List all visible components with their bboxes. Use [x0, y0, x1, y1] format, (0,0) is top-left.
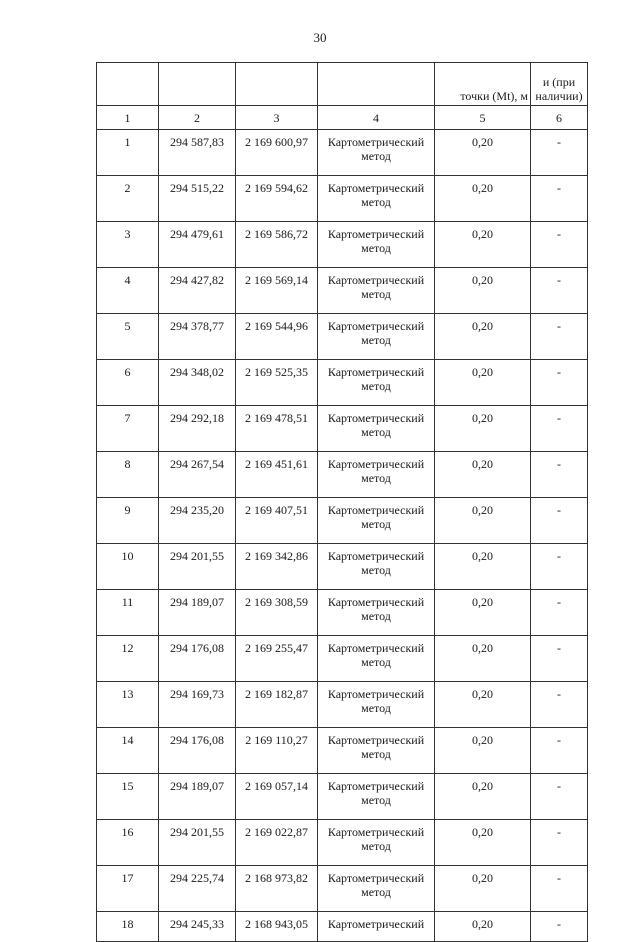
note-cell: - [531, 728, 588, 774]
note-cell: - [531, 268, 588, 314]
y-coordinate-cell: 2 169 569,14 [236, 268, 318, 314]
page-number: 30 [313, 30, 327, 45]
table-row [97, 406, 588, 452]
y-coordinate-cell: 2 169 525,35 [236, 360, 318, 406]
accuracy-cell: 0,20 [435, 866, 531, 912]
point-number-cell: 1 [97, 130, 159, 176]
x-coordinate-cell: 294 267,54 [159, 452, 236, 498]
column-number: 1 [97, 106, 159, 130]
y-coordinate-cell: 2 169 255,47 [236, 636, 318, 682]
table-row [97, 774, 588, 820]
table-row [97, 176, 588, 222]
column-number: 3 [236, 106, 318, 130]
table-row [97, 360, 588, 406]
x-coordinate-cell: 294 479,61 [159, 222, 236, 268]
x-coordinate-cell: 294 292,18 [159, 406, 236, 452]
y-coordinate-cell: 2 169 342,86 [236, 544, 318, 590]
x-coordinate-cell: 294 515,22 [159, 176, 236, 222]
method-cell: Картометрический метод [318, 314, 435, 360]
y-coordinate-cell: 2 168 973,82 [236, 866, 318, 912]
table-row [97, 820, 588, 866]
method-cell: Картометрический метод [318, 176, 435, 222]
note-cell: - [531, 452, 588, 498]
x-coordinate-cell: 294 201,55 [159, 820, 236, 866]
table-row [97, 728, 588, 774]
point-number-cell: 9 [97, 498, 159, 544]
column-number: 4 [318, 106, 435, 130]
note-cell: - [531, 130, 588, 176]
accuracy-cell: 0,20 [435, 682, 531, 728]
method-cell: Картометрический метод [318, 452, 435, 498]
point-number-cell: 15 [97, 774, 159, 820]
y-coordinate-cell: 2 168 943,05 [236, 912, 318, 942]
accuracy-cell: 0,20 [435, 130, 531, 176]
table-header-row [97, 63, 588, 106]
method-cell: Картометрический метод [318, 590, 435, 636]
x-coordinate-cell: 294 176,08 [159, 636, 236, 682]
note-cell: - [531, 406, 588, 452]
point-number-cell: 11 [97, 590, 159, 636]
note-cell: - [531, 682, 588, 728]
note-cell: - [531, 774, 588, 820]
point-number-cell: 2 [97, 176, 159, 222]
table-row [97, 682, 588, 728]
point-number-cell: 3 [97, 222, 159, 268]
accuracy-cell: 0,20 [435, 498, 531, 544]
header-cell-6: и (при наличии) [531, 63, 588, 106]
note-cell: - [531, 636, 588, 682]
point-number-cell: 8 [97, 452, 159, 498]
column-number: 6 [531, 106, 588, 130]
accuracy-cell: 0,20 [435, 268, 531, 314]
note-cell: - [531, 222, 588, 268]
note-cell: - [531, 360, 588, 406]
y-coordinate-cell: 2 169 182,87 [236, 682, 318, 728]
x-coordinate-cell: 294 378,77 [159, 314, 236, 360]
point-number-cell: 4 [97, 268, 159, 314]
x-coordinate-cell: 294 225,74 [159, 866, 236, 912]
x-coordinate-cell: 294 201,55 [159, 544, 236, 590]
y-coordinate-cell: 2 169 544,96 [236, 314, 318, 360]
table-row [97, 912, 588, 942]
accuracy-cell: 0,20 [435, 406, 531, 452]
method-cell: Картометрический метод [318, 820, 435, 866]
column-number: 2 [159, 106, 236, 130]
x-coordinate-cell: 294 245,33 [159, 912, 236, 942]
y-coordinate-cell: 2 169 308,59 [236, 590, 318, 636]
point-number-cell: 13 [97, 682, 159, 728]
column-number: 5 [435, 106, 531, 130]
point-number-cell: 12 [97, 636, 159, 682]
header-cell-4 [318, 63, 435, 106]
y-coordinate-cell: 2 169 600,97 [236, 130, 318, 176]
note-cell: - [531, 912, 588, 942]
y-coordinate-cell: 2 169 586,72 [236, 222, 318, 268]
y-coordinate-cell: 2 169 022,87 [236, 820, 318, 866]
method-cell: Картометрический [318, 912, 435, 942]
x-coordinate-cell: 294 176,08 [159, 728, 236, 774]
method-cell: Картометрический метод [318, 728, 435, 774]
point-number-cell: 16 [97, 820, 159, 866]
method-cell: Картометрический метод [318, 406, 435, 452]
table-row [97, 130, 588, 176]
note-cell: - [531, 820, 588, 866]
accuracy-cell: 0,20 [435, 912, 531, 942]
y-coordinate-cell: 2 169 478,51 [236, 406, 318, 452]
table-row [97, 314, 588, 360]
accuracy-cell: 0,20 [435, 360, 531, 406]
method-cell: Картометрический метод [318, 222, 435, 268]
y-coordinate-cell: 2 169 057,14 [236, 774, 318, 820]
y-coordinate-cell: 2 169 110,27 [236, 728, 318, 774]
header-cell-5: точки (Mt), м [435, 63, 531, 106]
point-number-cell: 6 [97, 360, 159, 406]
table-row [97, 498, 588, 544]
accuracy-cell: 0,20 [435, 222, 531, 268]
table-row [97, 452, 588, 498]
x-coordinate-cell: 294 235,20 [159, 498, 236, 544]
note-cell: - [531, 314, 588, 360]
x-coordinate-cell: 294 189,07 [159, 774, 236, 820]
y-coordinate-cell: 2 169 407,51 [236, 498, 318, 544]
accuracy-cell: 0,20 [435, 544, 531, 590]
x-coordinate-cell: 294 189,07 [159, 590, 236, 636]
method-cell: Картометрический метод [318, 268, 435, 314]
method-cell: Картометрический метод [318, 544, 435, 590]
x-coordinate-cell: 294 348,02 [159, 360, 236, 406]
header-cell-3 [236, 63, 318, 106]
accuracy-cell: 0,20 [435, 590, 531, 636]
table-row [97, 590, 588, 636]
y-coordinate-cell: 2 169 451,61 [236, 452, 318, 498]
note-cell: - [531, 176, 588, 222]
accuracy-cell: 0,20 [435, 728, 531, 774]
table-row [97, 544, 588, 590]
point-number-cell: 18 [97, 912, 159, 942]
method-cell: Картометрический метод [318, 636, 435, 682]
accuracy-cell: 0,20 [435, 820, 531, 866]
header-cell-1 [97, 63, 159, 106]
note-cell: - [531, 544, 588, 590]
accuracy-cell: 0,20 [435, 636, 531, 682]
point-number-cell: 14 [97, 728, 159, 774]
column-number-row [97, 106, 588, 130]
method-cell: Картометрический метод [318, 682, 435, 728]
note-cell: - [531, 498, 588, 544]
table-row [97, 636, 588, 682]
x-coordinate-cell: 294 427,82 [159, 268, 236, 314]
table-row [97, 268, 588, 314]
x-coordinate-cell: 294 169,73 [159, 682, 236, 728]
note-cell: - [531, 590, 588, 636]
accuracy-cell: 0,20 [435, 452, 531, 498]
accuracy-cell: 0,20 [435, 774, 531, 820]
method-cell: Картометрический метод [318, 360, 435, 406]
method-cell: Картометрический метод [318, 498, 435, 544]
x-coordinate-cell: 294 587,83 [159, 130, 236, 176]
note-cell: - [531, 866, 588, 912]
header-cell-2 [159, 63, 236, 106]
method-cell: Картометрический метод [318, 130, 435, 176]
point-number-cell: 5 [97, 314, 159, 360]
point-number-cell: 17 [97, 866, 159, 912]
point-number-cell: 7 [97, 406, 159, 452]
table-row [97, 222, 588, 268]
accuracy-cell: 0,20 [435, 176, 531, 222]
method-cell: Картометрический метод [318, 774, 435, 820]
accuracy-cell: 0,20 [435, 314, 531, 360]
method-cell: Картометрический метод [318, 866, 435, 912]
coordinates-table [96, 62, 588, 942]
y-coordinate-cell: 2 169 594,62 [236, 176, 318, 222]
point-number-cell: 10 [97, 544, 159, 590]
